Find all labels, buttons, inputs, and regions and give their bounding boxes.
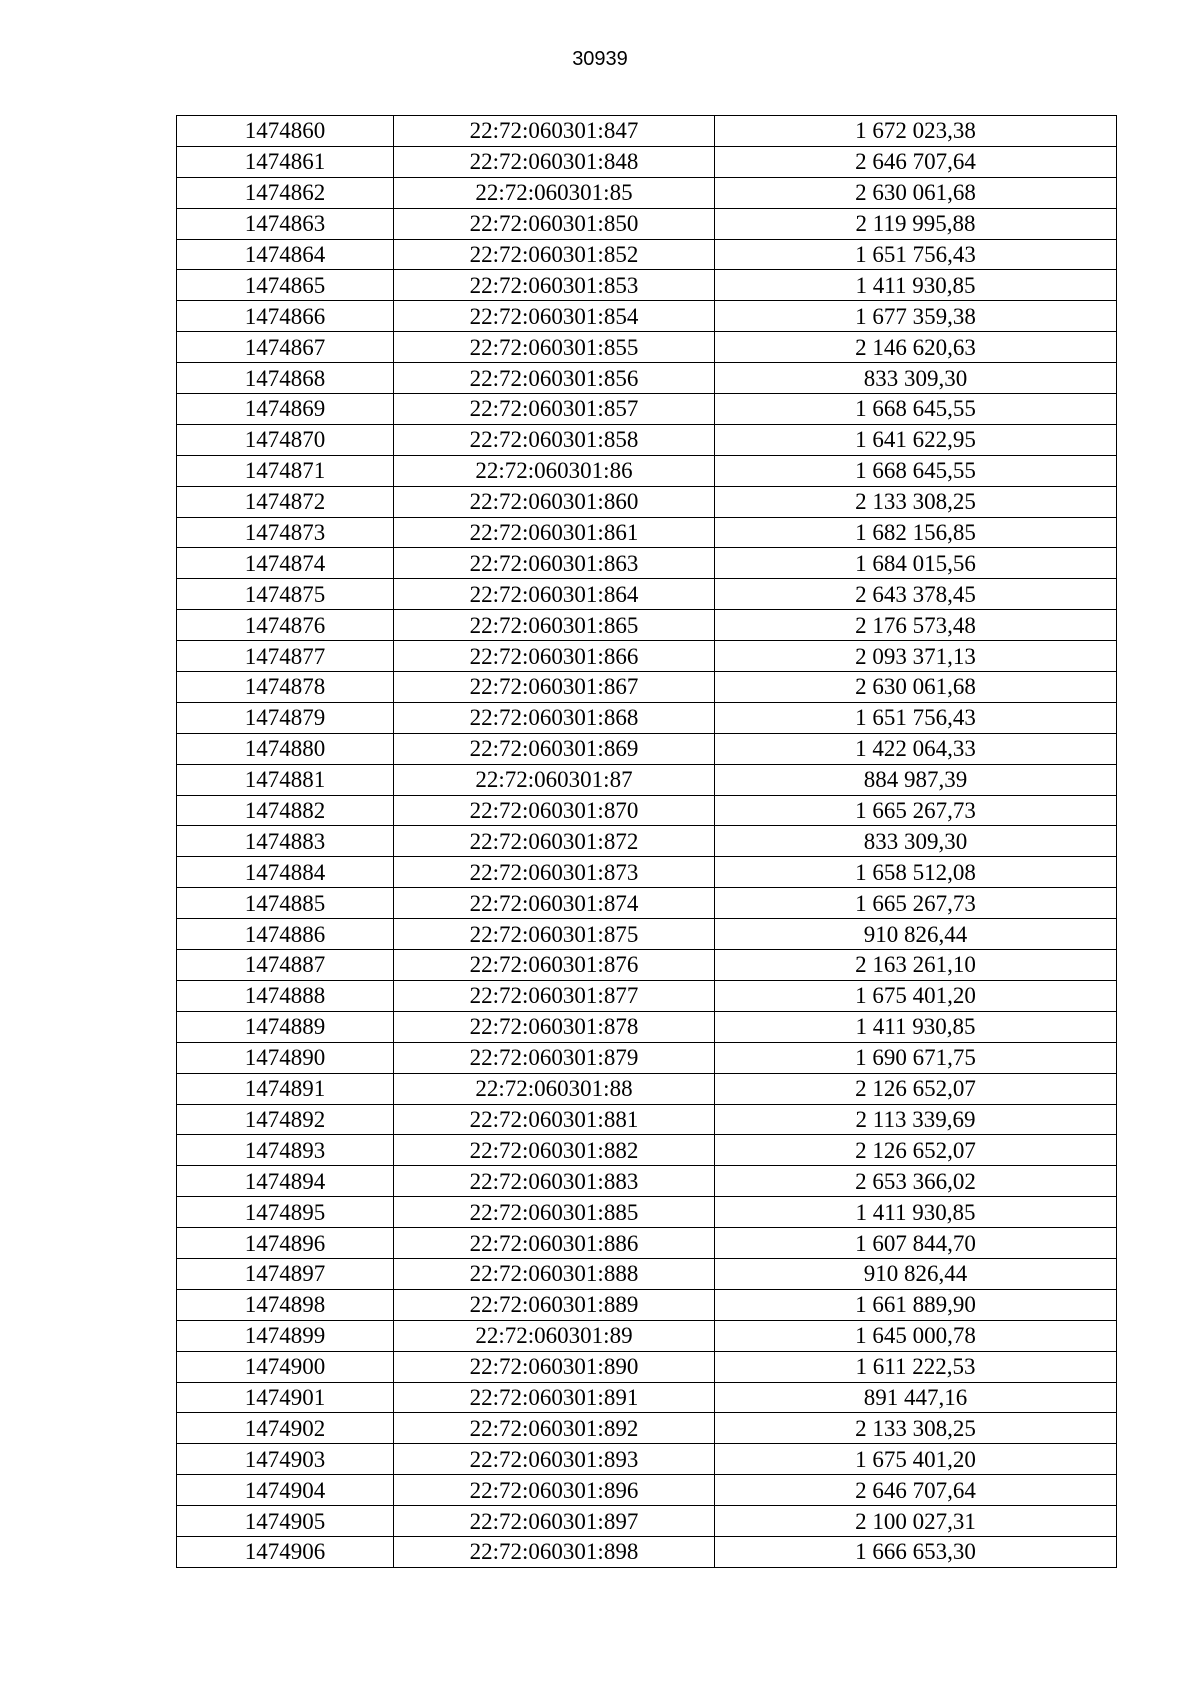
table-row [177,301,1117,332]
page-number: 30939 [572,48,628,70]
row-number-cell: 1474866 [177,301,394,332]
cadastral-number-cell: 22:72:060301:890 [394,1351,715,1382]
table-row [177,826,1117,857]
cadastral-number-cell: 22:72:060301:882 [394,1135,715,1166]
cadastral-value-cell: 1 665 267,73 [715,795,1117,826]
cadastral-value-cell: 2 646 707,64 [715,1475,1117,1506]
cadastral-value-cell: 1 677 359,38 [715,301,1117,332]
cadastral-number-cell: 22:72:060301:864 [394,579,715,610]
cadastral-value-cell: 1 651 756,43 [715,702,1117,733]
cadastral-value-cell: 1 607 844,70 [715,1228,1117,1259]
table-row [177,1011,1117,1042]
cadastral-number-cell: 22:72:060301:898 [394,1536,715,1567]
table-row [177,1135,1117,1166]
table-row [177,1506,1117,1537]
row-number-cell: 1474892 [177,1104,394,1135]
row-number-cell: 1474889 [177,1011,394,1042]
table-row [177,764,1117,795]
cadastral-value-cell: 891 447,16 [715,1382,1117,1413]
table-row [177,1258,1117,1289]
cadastral-number-cell: 22:72:060301:89 [394,1320,715,1351]
row-number-cell: 1474886 [177,919,394,950]
table-row [177,1475,1117,1506]
row-number-cell: 1474870 [177,424,394,455]
row-number-cell: 1474868 [177,363,394,394]
row-number-cell: 1474861 [177,146,394,177]
table-body [177,116,1117,1568]
row-number-cell: 1474896 [177,1228,394,1259]
table-row [177,332,1117,363]
row-number-cell: 1474875 [177,579,394,610]
row-number-cell: 1474900 [177,1351,394,1382]
cadastral-number-cell: 22:72:060301:857 [394,394,715,425]
cadastral-number-cell: 22:72:060301:858 [394,424,715,455]
cadastral-value-cell: 1 675 401,20 [715,1444,1117,1475]
cadastral-value-table [176,115,1117,1568]
row-number-cell: 1474883 [177,826,394,857]
cadastral-value-cell: 884 987,39 [715,764,1117,795]
table-row [177,857,1117,888]
cadastral-number-cell: 22:72:060301:883 [394,1166,715,1197]
table-row [177,1228,1117,1259]
table-row [177,1536,1117,1567]
table-row [177,1320,1117,1351]
cadastral-number-cell: 22:72:060301:872 [394,826,715,857]
table-row [177,486,1117,517]
row-number-cell: 1474895 [177,1197,394,1228]
cadastral-number-cell: 22:72:060301:875 [394,919,715,950]
row-number-cell: 1474888 [177,980,394,1011]
cadastral-value-cell: 2 133 308,25 [715,1413,1117,1444]
cadastral-number-cell: 22:72:060301:891 [394,1382,715,1413]
cadastral-value-cell: 1 422 064,33 [715,733,1117,764]
cadastral-value-cell: 1 675 401,20 [715,980,1117,1011]
table-row [177,177,1117,208]
cadastral-number-cell: 22:72:060301:853 [394,270,715,301]
table-row [177,1413,1117,1444]
cadastral-number-cell: 22:72:060301:87 [394,764,715,795]
row-number-cell: 1474884 [177,857,394,888]
row-number-cell: 1474890 [177,1042,394,1073]
table-row [177,702,1117,733]
row-number-cell: 1474879 [177,702,394,733]
row-number-cell: 1474877 [177,641,394,672]
row-number-cell: 1474874 [177,548,394,579]
cadastral-number-cell: 22:72:060301:848 [394,146,715,177]
cadastral-value-cell: 2 163 261,10 [715,950,1117,981]
cadastral-value-cell: 910 826,44 [715,919,1117,950]
cadastral-number-cell: 22:72:060301:896 [394,1475,715,1506]
table-row [177,1444,1117,1475]
row-number-cell: 1474903 [177,1444,394,1475]
row-number-cell: 1474906 [177,1536,394,1567]
cadastral-value-cell: 1 651 756,43 [715,239,1117,270]
table-row [177,795,1117,826]
cadastral-value-cell: 833 309,30 [715,826,1117,857]
row-number-cell: 1474873 [177,517,394,548]
cadastral-number-cell: 22:72:060301:867 [394,672,715,703]
cadastral-number-cell: 22:72:060301:854 [394,301,715,332]
cadastral-number-cell: 22:72:060301:865 [394,610,715,641]
cadastral-number-cell: 22:72:060301:860 [394,486,715,517]
table-row [177,1166,1117,1197]
cadastral-value-cell: 2 113 339,69 [715,1104,1117,1135]
row-number-cell: 1474902 [177,1413,394,1444]
cadastral-number-cell: 22:72:060301:870 [394,795,715,826]
cadastral-value-cell: 1 672 023,38 [715,116,1117,147]
cadastral-value-cell: 1 658 512,08 [715,857,1117,888]
table-row [177,610,1117,641]
cadastral-value-cell: 2 630 061,68 [715,177,1117,208]
cadastral-number-cell: 22:72:060301:856 [394,363,715,394]
table-row [177,1073,1117,1104]
cadastral-value-cell: 1 611 222,53 [715,1351,1117,1382]
cadastral-value-cell: 1 661 889,90 [715,1289,1117,1320]
cadastral-number-cell: 22:72:060301:885 [394,1197,715,1228]
row-number-cell: 1474891 [177,1073,394,1104]
cadastral-number-cell: 22:72:060301:868 [394,702,715,733]
cadastral-value-cell: 1 682 156,85 [715,517,1117,548]
table-row [177,733,1117,764]
row-number-cell: 1474865 [177,270,394,301]
cadastral-number-cell: 22:72:060301:86 [394,455,715,486]
table-row [177,239,1117,270]
cadastral-value-cell: 2 646 707,64 [715,146,1117,177]
cadastral-number-cell: 22:72:060301:878 [394,1011,715,1042]
cadastral-value-cell: 2 126 652,07 [715,1135,1117,1166]
cadastral-value-cell: 2 126 652,07 [715,1073,1117,1104]
cadastral-value-cell: 1 411 930,85 [715,1011,1117,1042]
table-row [177,1197,1117,1228]
row-number-cell: 1474894 [177,1166,394,1197]
table-row [177,208,1117,239]
row-number-cell: 1474864 [177,239,394,270]
cadastral-value-cell: 2 146 620,63 [715,332,1117,363]
table-row [177,363,1117,394]
cadastral-value-cell: 2 176 573,48 [715,610,1117,641]
table-row [177,517,1117,548]
row-number-cell: 1474863 [177,208,394,239]
cadastral-number-cell: 22:72:060301:881 [394,1104,715,1135]
cadastral-number-cell: 22:72:060301:897 [394,1506,715,1537]
row-number-cell: 1474898 [177,1289,394,1320]
table-row [177,270,1117,301]
cadastral-number-cell: 22:72:060301:889 [394,1289,715,1320]
table-row [177,424,1117,455]
cadastral-value-cell: 1 411 930,85 [715,1197,1117,1228]
cadastral-number-cell: 22:72:060301:892 [394,1413,715,1444]
cadastral-number-cell: 22:72:060301:886 [394,1228,715,1259]
cadastral-value-cell: 1 684 015,56 [715,548,1117,579]
cadastral-value-cell: 1 665 267,73 [715,888,1117,919]
row-number-cell: 1474897 [177,1258,394,1289]
table-row [177,579,1117,610]
cadastral-number-cell: 22:72:060301:861 [394,517,715,548]
row-number-cell: 1474885 [177,888,394,919]
cadastral-number-cell: 22:72:060301:863 [394,548,715,579]
row-number-cell: 1474882 [177,795,394,826]
row-number-cell: 1474893 [177,1135,394,1166]
table-row [177,116,1117,147]
cadastral-number-cell: 22:72:060301:850 [394,208,715,239]
row-number-cell: 1474881 [177,764,394,795]
row-number-cell: 1474899 [177,1320,394,1351]
row-number-cell: 1474871 [177,455,394,486]
cadastral-value-cell: 1 666 653,30 [715,1536,1117,1567]
row-number-cell: 1474867 [177,332,394,363]
cadastral-value-cell: 1 668 645,55 [715,394,1117,425]
table-row [177,1382,1117,1413]
table-row [177,455,1117,486]
cadastral-value-cell: 2 643 378,45 [715,579,1117,610]
cadastral-number-cell: 22:72:060301:879 [394,1042,715,1073]
row-number-cell: 1474862 [177,177,394,208]
table-row [177,888,1117,919]
table-row [177,1351,1117,1382]
row-number-cell: 1474869 [177,394,394,425]
table-row [177,1289,1117,1320]
row-number-cell: 1474878 [177,672,394,703]
row-number-cell: 1474876 [177,610,394,641]
cadastral-number-cell: 22:72:060301:874 [394,888,715,919]
table-row [177,548,1117,579]
cadastral-value-cell: 1 645 000,78 [715,1320,1117,1351]
row-number-cell: 1474872 [177,486,394,517]
cadastral-number-cell: 22:72:060301:869 [394,733,715,764]
row-number-cell: 1474887 [177,950,394,981]
cadastral-value-cell: 2 630 061,68 [715,672,1117,703]
cadastral-value-cell: 2 100 027,31 [715,1506,1117,1537]
cadastral-number-cell: 22:72:060301:877 [394,980,715,1011]
cadastral-number-cell: 22:72:060301:888 [394,1258,715,1289]
table-row [177,919,1117,950]
row-number-cell: 1474901 [177,1382,394,1413]
table-row [177,1042,1117,1073]
cadastral-value-cell: 2 093 371,13 [715,641,1117,672]
cadastral-number-cell: 22:72:060301:873 [394,857,715,888]
cadastral-value-cell: 1 690 671,75 [715,1042,1117,1073]
table-row [177,980,1117,1011]
cadastral-value-cell: 2 653 366,02 [715,1166,1117,1197]
cadastral-number-cell: 22:72:060301:847 [394,116,715,147]
table-row [177,672,1117,703]
cadastral-value-cell: 1 668 645,55 [715,455,1117,486]
table-row [177,641,1117,672]
cadastral-value-cell: 2 119 995,88 [715,208,1117,239]
cadastral-value-cell: 1 411 930,85 [715,270,1117,301]
cadastral-number-cell: 22:72:060301:866 [394,641,715,672]
row-number-cell: 1474860 [177,116,394,147]
table-row [177,394,1117,425]
cadastral-value-cell: 2 133 308,25 [715,486,1117,517]
row-number-cell: 1474905 [177,1506,394,1537]
row-number-cell: 1474880 [177,733,394,764]
table-row [177,146,1117,177]
table-row [177,1104,1117,1135]
cadastral-value-cell: 910 826,44 [715,1258,1117,1289]
cadastral-value-cell: 833 309,30 [715,363,1117,394]
row-number-cell: 1474904 [177,1475,394,1506]
cadastral-number-cell: 22:72:060301:88 [394,1073,715,1104]
table-row [177,950,1117,981]
cadastral-number-cell: 22:72:060301:893 [394,1444,715,1475]
cadastral-number-cell: 22:72:060301:876 [394,950,715,981]
cadastral-value-cell: 1 641 622,95 [715,424,1117,455]
cadastral-number-cell: 22:72:060301:85 [394,177,715,208]
cadastral-number-cell: 22:72:060301:855 [394,332,715,363]
cadastral-number-cell: 22:72:060301:852 [394,239,715,270]
